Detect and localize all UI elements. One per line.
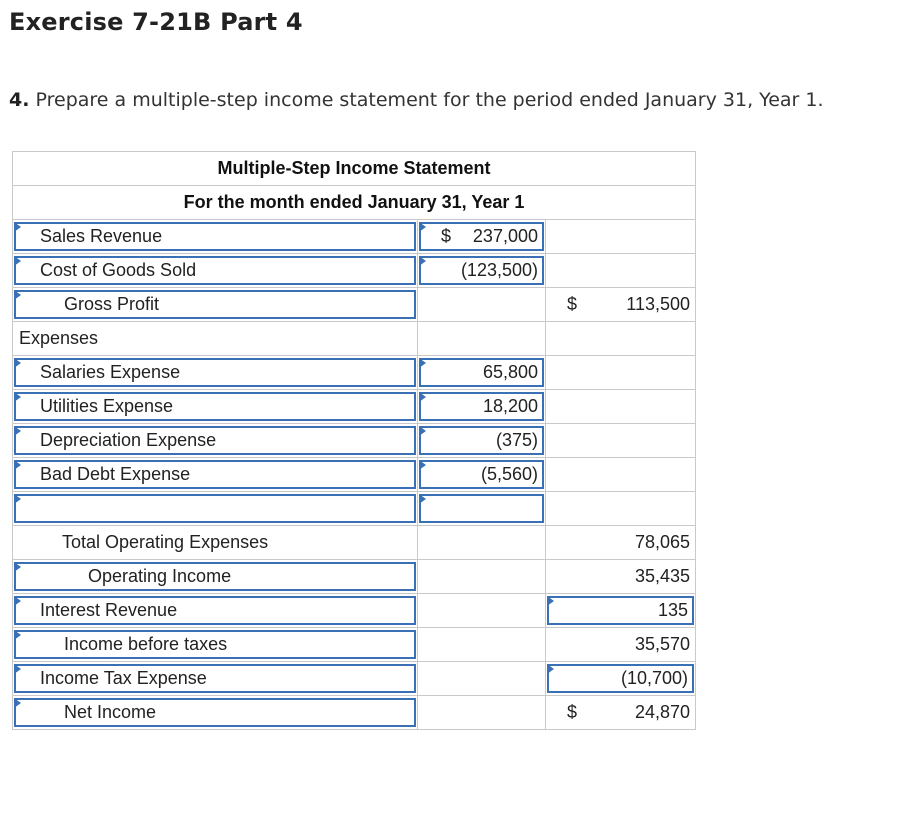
table-row — [13, 390, 696, 424]
empty-cell — [546, 458, 696, 492]
income-before-taxes-amount: 35,570 — [634, 634, 690, 654]
table-row — [13, 560, 696, 594]
empty-cell — [418, 288, 546, 322]
table-row — [13, 526, 696, 560]
table-row — [13, 594, 696, 628]
sales-revenue-label-field[interactable]: Sales Revenue — [14, 222, 416, 251]
empty-cell — [418, 662, 546, 696]
net-income-total — [547, 698, 694, 727]
depreciation-expense-label-field[interactable]: Depreciation Expense — [14, 426, 416, 455]
income-statement-table — [12, 151, 696, 730]
statement-period: For the month ended January 31, Year 1 — [13, 186, 696, 220]
empty-cell — [418, 696, 546, 730]
net-income-amount: 24,870 — [634, 702, 690, 722]
empty-cell — [546, 356, 696, 390]
empty-cell — [418, 628, 546, 662]
gross-profit-label-field[interactable]: Gross Profit — [14, 290, 416, 319]
dollar-sign: $ — [567, 702, 578, 722]
table-row — [13, 628, 696, 662]
income-before-taxes-label-field[interactable]: Income before taxes — [14, 630, 416, 659]
empty-cell — [546, 492, 696, 526]
empty-cell — [418, 594, 546, 628]
operating-income-label-field[interactable]: Operating Income — [14, 562, 416, 591]
gross-profit-total — [547, 290, 694, 319]
dollar-sign: $ — [441, 226, 452, 246]
income-tax-expense-amount-field[interactable]: (10,700) — [547, 664, 694, 693]
utilities-expense-amount-field[interactable]: 18,200 — [419, 392, 544, 421]
table-row — [13, 458, 696, 492]
question-text: Prepare a multiple-step income statement for the period ended January 31, Year 1. — [35, 89, 824, 111]
income-tax-expense-label-field[interactable]: Income Tax Expense — [14, 664, 416, 693]
statement-title: Multiple-Step Income Statement — [13, 152, 696, 186]
empty-cell — [546, 254, 696, 288]
sales-revenue-amount-field[interactable] — [419, 222, 544, 251]
bad-debt-expense-amount-field[interactable]: (5,560) — [419, 460, 544, 489]
cogs-amount-field[interactable]: (123,500) — [419, 256, 544, 285]
table-row — [13, 254, 696, 288]
table-row — [13, 424, 696, 458]
blank-amount-field[interactable] — [419, 494, 544, 523]
table-row — [13, 492, 696, 526]
exercise-title: Exercise 7-21B Part 4 — [9, 8, 303, 36]
utilities-expense-label-field[interactable]: Utilities Expense — [14, 392, 416, 421]
gross-profit-amount: 113,500 — [626, 294, 690, 314]
empty-cell — [546, 220, 696, 254]
total-operating-expenses-label: Total Operating Expenses — [62, 532, 269, 552]
empty-cell — [546, 424, 696, 458]
bad-debt-expense-label-field[interactable]: Bad Debt Expense — [14, 460, 416, 489]
empty-cell — [418, 322, 546, 356]
depreciation-expense-amount-field[interactable]: (375) — [419, 426, 544, 455]
header-row-title — [13, 152, 696, 186]
table-row — [13, 356, 696, 390]
net-income-label-field[interactable]: Net Income — [14, 698, 416, 727]
interest-revenue-amount-field[interactable]: 135 — [547, 596, 694, 625]
question-number: 4. — [9, 89, 30, 111]
table-row — [13, 322, 696, 356]
total-operating-expenses-amount: 78,065 — [634, 532, 690, 552]
table-row — [13, 220, 696, 254]
table-row — [13, 662, 696, 696]
operating-income-amount: 35,435 — [634, 566, 690, 586]
header-row-period — [13, 186, 696, 220]
interest-revenue-label-field[interactable]: Interest Revenue — [14, 596, 416, 625]
blank-label-field[interactable] — [14, 494, 416, 523]
cogs-label-field[interactable]: Cost of Goods Sold — [14, 256, 416, 285]
empty-cell — [418, 526, 546, 560]
empty-cell — [418, 560, 546, 594]
question-prompt — [9, 89, 824, 111]
table-row — [13, 696, 696, 730]
sales-revenue-amount: 237,000 — [472, 226, 538, 246]
empty-cell — [546, 322, 696, 356]
empty-cell — [546, 390, 696, 424]
table-row — [13, 288, 696, 322]
salaries-expense-label-field[interactable]: Salaries Expense — [14, 358, 416, 387]
expenses-heading: Expenses — [19, 328, 99, 348]
dollar-sign: $ — [567, 294, 578, 314]
salaries-expense-amount-field[interactable]: 65,800 — [419, 358, 544, 387]
